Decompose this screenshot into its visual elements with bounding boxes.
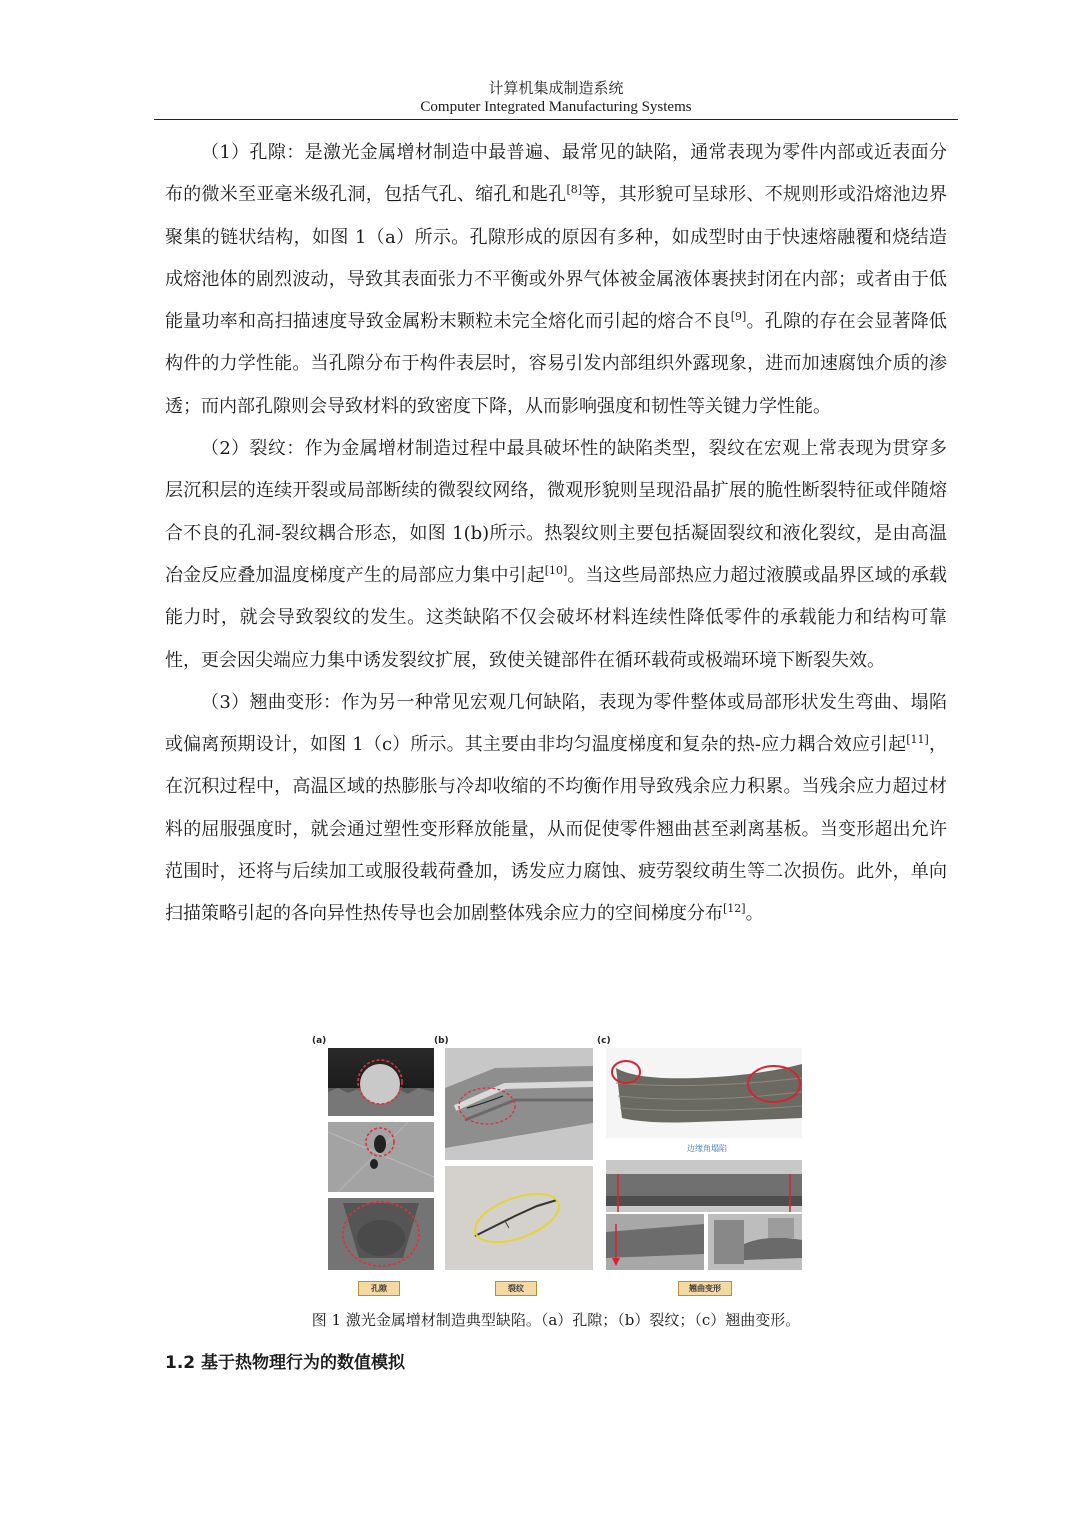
- citation: [11]: [906, 733, 929, 747]
- tag-crack: 裂纹: [495, 1281, 537, 1296]
- header-rule: [154, 119, 958, 120]
- porosity-image-1: [328, 1048, 434, 1116]
- crack-image-1: [445, 1048, 593, 1160]
- citation: [8]: [566, 183, 583, 197]
- warping-image-4: [708, 1214, 802, 1270]
- text-span: 。孔隙的存在会显著降低构件的力学性能。当孔隙分布于构件表层时，容易引发内部组织外露现象，进而加速腐蚀介质的渗透；而内部孔隙则会导致材料的致密度下降，从而影响强度和韧性等关键力学性能。: [165, 311, 948, 417]
- crack-image-2: [445, 1166, 593, 1270]
- citation: [10]: [544, 563, 568, 577]
- porosity-image-3: [328, 1198, 434, 1270]
- journal-title-en: Computer Integrated Manufacturing Systems: [420, 99, 692, 115]
- citation: [12]: [723, 902, 746, 916]
- paragraph-warping: [165, 682, 947, 936]
- paragraph-crack: [165, 428, 947, 682]
- text-span: （3）翘曲变形：作为另一种常见宏观几何缺陷，表现为零件整体或局部形状发生弯曲、塌陷或偏离预期设计，如图 1（c）所示。其主要由非均匀温度梯度和复杂的热-应力耦合效应引起: [165, 691, 947, 756]
- porosity-image-2: [328, 1122, 434, 1192]
- running-header: [154, 78, 958, 117]
- panel-label-c: (c): [597, 1036, 611, 1046]
- text-span: 等，其形貌可呈球形、不规则形或沿熔池边界聚集的链状结构，如图 1（a）所示。孔隙形成的原因有多种，如成型时由于快速熔融覆和烧结造成熔池体的剧烈波动，导致其表面张力不平衡或外界气体被金属液体裹挟封闭在内部；或者由于低能量功率和高扫描速度导致金属粉末颗粒未完全熔化而引起的熔合不良: [165, 184, 948, 333]
- text-span: 。当这些局部热应力超过液膜或晶界区域的承载能力时，就会导致裂纹的发生。这类缺陷不仅会破坏材料连续性降低零件的承载能力和结构可靠性，更会因尖端应力集中诱发裂纹扩展，致使关键部件在循环载荷或极端环境下断裂失效。: [165, 564, 947, 671]
- warping-image-2: [606, 1160, 802, 1212]
- tag-warping: 翘曲变形: [678, 1281, 732, 1296]
- panel-label-b: (b): [434, 1036, 449, 1046]
- text-span: （1）孔隙：是激光金属增材制造中最普遍、最常见的缺陷，通常表现为零件内部或近表面分布的微米至亚毫米级孔洞，包括气孔、缩孔和匙孔: [165, 142, 947, 206]
- journal-title-cn: 计算机集成制造系统: [488, 79, 624, 97]
- figure-1: [312, 1036, 812, 1300]
- text-span: 。: [745, 903, 764, 925]
- tag-porosity: 孔隙: [358, 1281, 400, 1296]
- body-text: [165, 132, 947, 936]
- text-span: ，在沉积过程中，高温区域的热膨胀与冷却收缩的不均衡作用导致残余应力积累。当残余应力超过材料的屈服强度时，就会通过塑性变形释放能量，从而促使零件翘曲甚至剥离基板。当变形超出允许范围时，还将与后续加工或服役载荷叠加，诱发应力腐蚀、疲劳裂纹萌生等二次损伤。此外，单向扫描策略引起的各向异性热传导也会加剧整体残余应力的空间梯度分布: [165, 734, 947, 925]
- panel-label-a: (a): [312, 1036, 327, 1046]
- paragraph-porosity: [165, 132, 947, 428]
- citation: [9]: [730, 310, 747, 324]
- warping-image-1: [606, 1048, 802, 1138]
- inset-label-edge-collapse: 边缘角塌陷: [687, 1144, 727, 1153]
- warping-image-3: [606, 1214, 704, 1270]
- figure-caption: 图 1 激光金属增材制造典型缺陷。（a）孔隙；（b）裂纹；（c）翘曲变形。: [311, 1311, 801, 1329]
- text-span: （2）裂纹：作为金属增材制造过程中最具破坏性的缺陷类型，裂纹在宏观上常表现为贯穿多层沉积层的连续开裂或局部断续的微裂纹网络，微观形貌则呈现沿晶扩展的脆性断裂特征或伴随熔合不良的孔洞-裂纹耦合形态，如图 1(b)所示。热裂纹则主要包括凝固裂纹和液化裂纹，是由高温冶金反应叠加温度梯度产生的局部应力集中引起: [165, 438, 947, 586]
- section-heading: 1.2 基于热物理行为的数值模拟: [165, 1353, 406, 1373]
